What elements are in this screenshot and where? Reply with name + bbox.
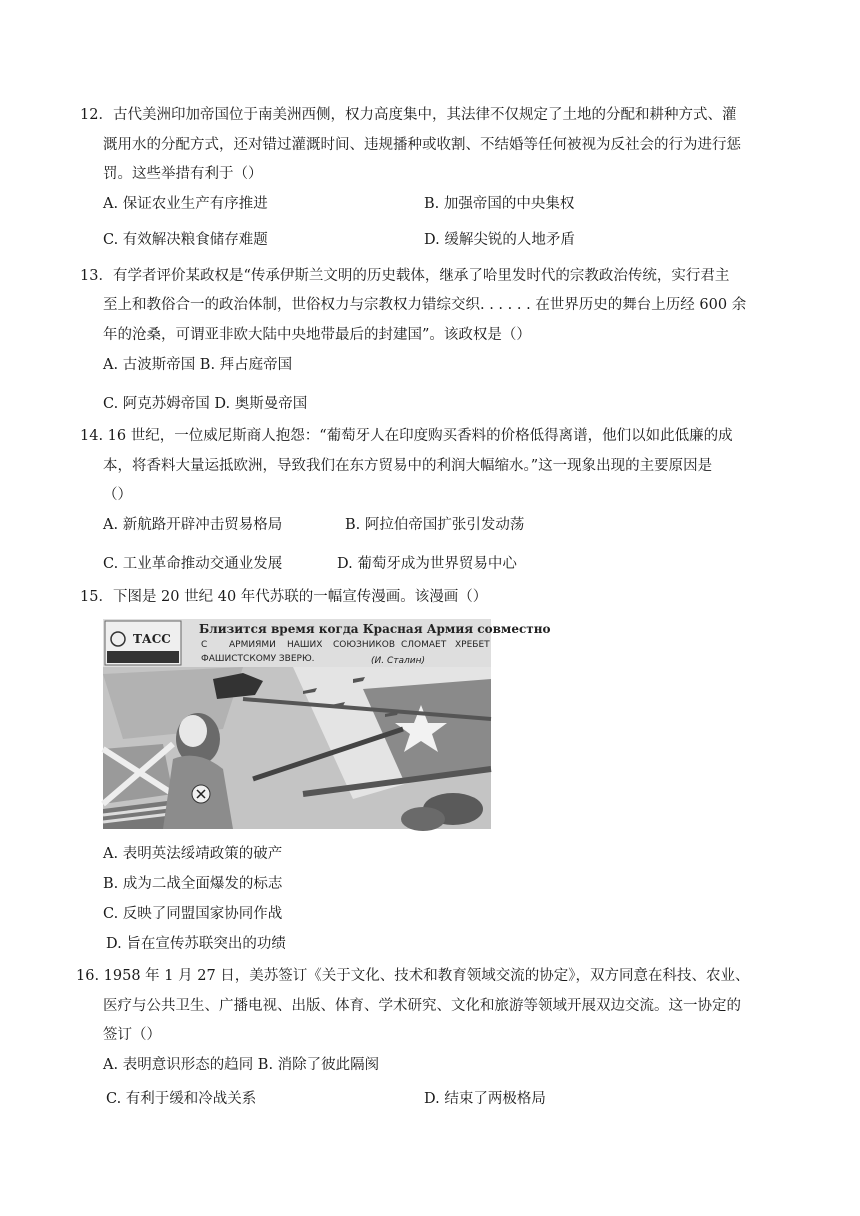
q12-option-d: D. 缓解尖锐的人地矛盾 xyxy=(424,232,575,248)
poster-author: (И. Сталин) xyxy=(371,656,426,666)
q16-options-ab: A. 表明意识形态的趋同 B. 消除了彼此隔阂 xyxy=(103,1057,380,1073)
propaganda-poster xyxy=(103,619,551,829)
poster-headline: Близится время когда Красная Армия совместно xyxy=(199,622,551,636)
q16-option-c: C. 有利于缓和冷战关系 xyxy=(106,1091,257,1107)
q15-stem-line1: 15．下图是 20 世纪 40 年代苏联的一幅宣传漫画。该漫画（） xyxy=(80,589,488,605)
poster-row2-word6: ХРЕБЕТ xyxy=(455,640,490,650)
q13-options-cd: C. 阿克苏姆帝国 D. 奥斯曼帝国 xyxy=(103,396,308,412)
q16-option-d: D. 结束了两极格局 xyxy=(424,1091,546,1107)
q13-stem-line3: 年的沧桑，可谓亚非欧大陆中央地带最后的封建国”。该政权是（） xyxy=(103,327,531,343)
poster-row2-word3: НАШИХ xyxy=(287,640,323,650)
poster-row2-word1: С xyxy=(201,640,208,650)
q12-option-a: A. 保证农业生产有序推进 xyxy=(103,196,268,212)
q16-stem-line3: 签订（） xyxy=(103,1027,161,1043)
q14-option-a: A. 新航路开辟冲击贸易格局 xyxy=(103,517,283,533)
poster-row2-word4: СОЮЗНИКОВ xyxy=(333,640,396,650)
q13-options-ab: A. 古波斯帝国 B. 拜占庭帝国 xyxy=(103,357,293,373)
q15-option-b: B. 成为二战全面爆发的标志 xyxy=(103,876,283,892)
q15-option-a: A. 表明英法绥靖政策的破产 xyxy=(103,846,283,862)
q12-stem-line1: 12．古代美洲印加帝国位于南美洲西侧，权力高度集中，其法律不仅规定了土地的分配和耕种方式、灌 xyxy=(80,107,737,123)
q14-stem-line2: 本，将香料大量运抵欧洲，导致我们在东方贸易中的利润大幅缩水。”这一现象出现的主要原因是 xyxy=(103,458,713,474)
q13-stem-line2: 至上和教俗合一的政治体制，世俗权力与宗教权力错综交织. . . . . . 在世界历史的舞台上历经 600 余 xyxy=(103,297,747,313)
q13-stem-line1: 13．有学者评价某政权是“传承伊斯兰文明的历史载体，继承了哈里发时代的宗教政治传统，实行君主 xyxy=(80,268,730,284)
q12-stem-line3: 罚。这些举措有利于（） xyxy=(103,166,263,182)
q14-option-c: C. 工业革命推动交通业发展 xyxy=(103,556,283,572)
q14-option-d: D. 葡萄牙成为世界贸易中心 xyxy=(337,556,517,572)
q14-stem-line1: 14. 16 世纪，一位威尼斯商人抱怨：“葡萄牙人在印度购买香料的价格低得离谱，他们以如此低廉的成 xyxy=(80,428,733,444)
q15-option-c: C. 反映了同盟国家协同作战 xyxy=(103,906,283,922)
q14-stem-line3: （） xyxy=(103,487,132,503)
poster-row2-word5: СЛОМАЕТ xyxy=(401,640,447,650)
poster-row3: ФАШИСТСКОМУ ЗВЕРЮ. xyxy=(201,654,315,664)
q16-stem-line1: 16. 1958 年 1 月 27 日，美苏签订《关于文化、技术和教育领域交流的协定》，双方同意在科技、农业、 xyxy=(76,968,750,984)
poster-row2-word2: АРМИЯМИ xyxy=(229,640,276,650)
q15-option-d: D. 旨在宣传苏联突出的功绩 xyxy=(106,936,286,952)
q14-option-b: B. 阿拉伯帝国扩张引发动荡 xyxy=(345,517,525,533)
q12-option-c: C. 有效解决粮食储存难题 xyxy=(103,232,268,248)
poster-logo-text: ТАСС xyxy=(133,632,171,646)
q12-option-b: B. 加强帝国的中央集权 xyxy=(424,196,575,212)
q16-stem-line2: 医疗与公共卫生、广播电视、出版、体育、学术研究、文化和旅游等领域开展双边交流。这一协定的 xyxy=(103,998,741,1014)
q12-stem-line2: 溉用水的分配方式，还对错过灌溉时间、违规播种或收割、不结婚等任何被视为反社会的行为进行惩 xyxy=(103,137,741,153)
